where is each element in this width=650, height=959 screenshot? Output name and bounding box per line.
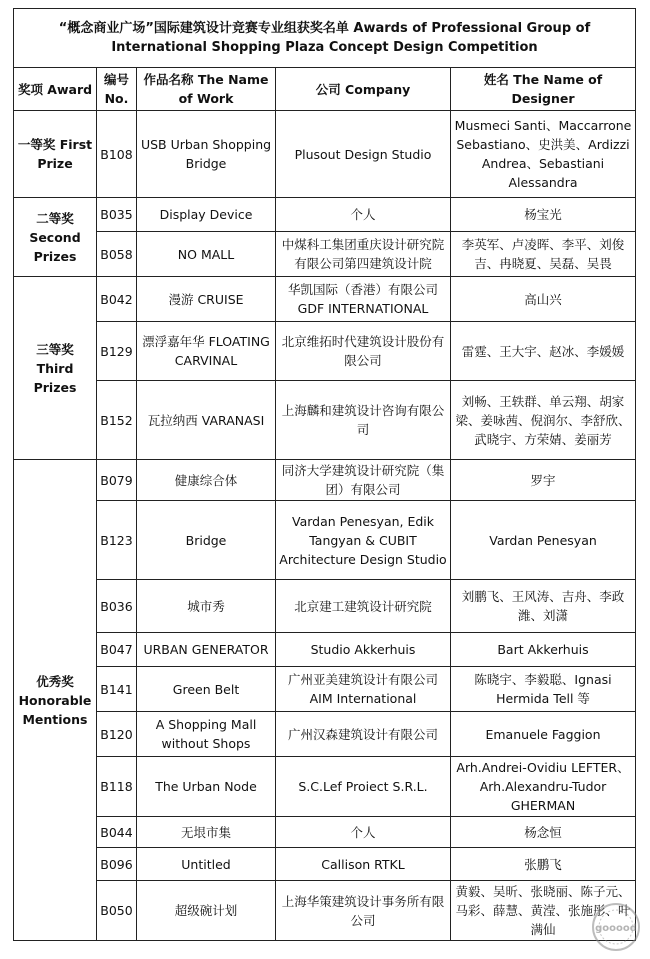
entry-no: B047 [97,633,137,667]
entry-company: 同济大学建筑设计研究院（集团）有限公司 [276,460,451,501]
entry-company: 上海麟和建筑设计咨询有限公司 [276,381,451,460]
header-company: 公司 Company [276,68,451,111]
entry-designer: Arh.Andrei-Ovidiu LEFTER、Arh.Alexandru-Tudor GHERMAN [451,757,636,817]
entry-company: 广州亚美建筑设计有限公司 AIM International [276,667,451,712]
entry-work: 无垠市集 [137,817,276,848]
entry-designer: 刘畅、王轶群、单云翔、胡家梁、姜咏茜、倪润尔、李舒欣、武晓宇、方荣婧、姜丽芳 [451,381,636,460]
entry-no: B118 [97,757,137,817]
table-row [14,460,636,501]
table-row [14,633,636,667]
table-row [14,198,636,232]
entry-designer: 雷霆、王大宇、赵冰、李媛媛 [451,322,636,381]
entry-work: The Urban Node [137,757,276,817]
entry-no: B035 [97,198,137,232]
entry-company: 个人 [276,198,451,232]
table-row [14,111,636,198]
header-row [14,68,636,111]
entry-company: 北京维拓时代建筑设计股份有限公司 [276,322,451,381]
title-row [14,9,636,68]
entry-work: 漂浮嘉年华 FLOATING CARVINAL [137,322,276,381]
table-row [14,712,636,757]
table-row [14,501,636,580]
entry-company: Vardan Penesyan, Edik Tangyan & CUBIT Architecture Design Studio [276,501,451,580]
entry-designer: 刘鹏飞、王风涛、吉舟、李政潍、刘潇 [451,580,636,633]
entry-company: 华凯国际（香港）有限公司 GDF INTERNATIONAL [276,277,451,322]
entry-designer: 高山兴 [451,277,636,322]
award-cell: 一等奖 First Prize [14,111,97,198]
table-row [14,848,636,881]
watermark-text: gooood [595,923,637,934]
entry-work: 漫游 CRUISE [137,277,276,322]
award-cell: 二等奖 Second Prizes [14,198,97,277]
entry-company: 个人 [276,817,451,848]
awards-sheet [13,8,635,941]
entry-no: B096 [97,848,137,881]
header-designer: 姓名 The Name of Designer [451,68,636,111]
entry-designer: 李英军、卢凌晖、李平、刘俊吉、冉晓夏、吴磊、吴畏 [451,232,636,277]
table-row [14,667,636,712]
entry-company: Plusout Design Studio [276,111,451,198]
entry-company: 广州汉森建筑设计有限公司 [276,712,451,757]
entry-work: NO MALL [137,232,276,277]
awards-table [13,8,636,941]
entry-company: S.C.Lef Proiect S.R.L. [276,757,451,817]
entry-no: B044 [97,817,137,848]
entry-designer: 张鹏飞 [451,848,636,881]
entry-no: B108 [97,111,137,198]
entry-designer: 陈晓宇、李毅聪、Ignasi Hermida Tell 等 [451,667,636,712]
entry-designer: 黄毅、吴昕、张晓丽、陈子元、马彩、薛慧、黄滢、张施彤、叶满仙 [451,881,636,941]
entry-designer: 罗宇 [451,460,636,501]
entry-no: B141 [97,667,137,712]
table-row [14,232,636,277]
entry-no: B123 [97,501,137,580]
watermark-seal-icon [590,901,642,953]
table-row [14,817,636,848]
entry-work: Untitled [137,848,276,881]
entry-no: B042 [97,277,137,322]
header-award: 奖项 Award [14,68,97,111]
entry-company: 上海华策建筑设计事务所有限公司 [276,881,451,941]
entry-company: Studio Akkerhuis [276,633,451,667]
entry-designer: Emanuele Faggion [451,712,636,757]
header-no: 编号 No. [97,68,137,111]
table-row [14,381,636,460]
entry-work: 城市秀 [137,580,276,633]
entry-work: USB Urban Shopping Bridge [137,111,276,198]
entry-no: B079 [97,460,137,501]
entry-work: Green Belt [137,667,276,712]
entry-company: 北京建工建筑设计研究院 [276,580,451,633]
entry-designer: Vardan Penesyan [451,501,636,580]
entry-no: B050 [97,881,137,941]
award-cell: 三等奖 Third Prizes [14,277,97,460]
entry-work: A Shopping Mall without Shops [137,712,276,757]
award-cell: 优秀奖 Honorable Mentions [14,460,97,941]
entry-work: 健康综合体 [137,460,276,501]
entry-designer: 杨宝光 [451,198,636,232]
entry-no: B120 [97,712,137,757]
entry-no: B036 [97,580,137,633]
entry-work: 瓦拉纳西 VARANASI [137,381,276,460]
entry-work: 超级碗计划 [137,881,276,941]
entry-no: B058 [97,232,137,277]
entry-designer: 杨念恒 [451,817,636,848]
entry-company: 中煤科工集团重庆设计研究院有限公司第四建筑设计院 [276,232,451,277]
table-row [14,881,636,941]
entry-work: Bridge [137,501,276,580]
entry-company: Callison RTKL [276,848,451,881]
entry-designer: Bart Akkerhuis [451,633,636,667]
entry-no: B129 [97,322,137,381]
table-row [14,277,636,322]
entry-designer: Musmeci Santi、Maccarrone Sebastiano、史洪美、Ardizzi Andrea、Sebastiani Alessandra [451,111,636,198]
table-row [14,322,636,381]
entry-work: URBAN GENERATOR [137,633,276,667]
entry-no: B152 [97,381,137,460]
table-row [14,580,636,633]
header-work: 作品名称 The Name of Work [137,68,276,111]
page-title: “概念商业广场”国际建筑设计竞赛专业组获奖名单 Awards of Professional Group of International Shopping Plaza Concept Design Competition [14,9,636,68]
table-row [14,757,636,817]
entry-work: Display Device [137,198,276,232]
